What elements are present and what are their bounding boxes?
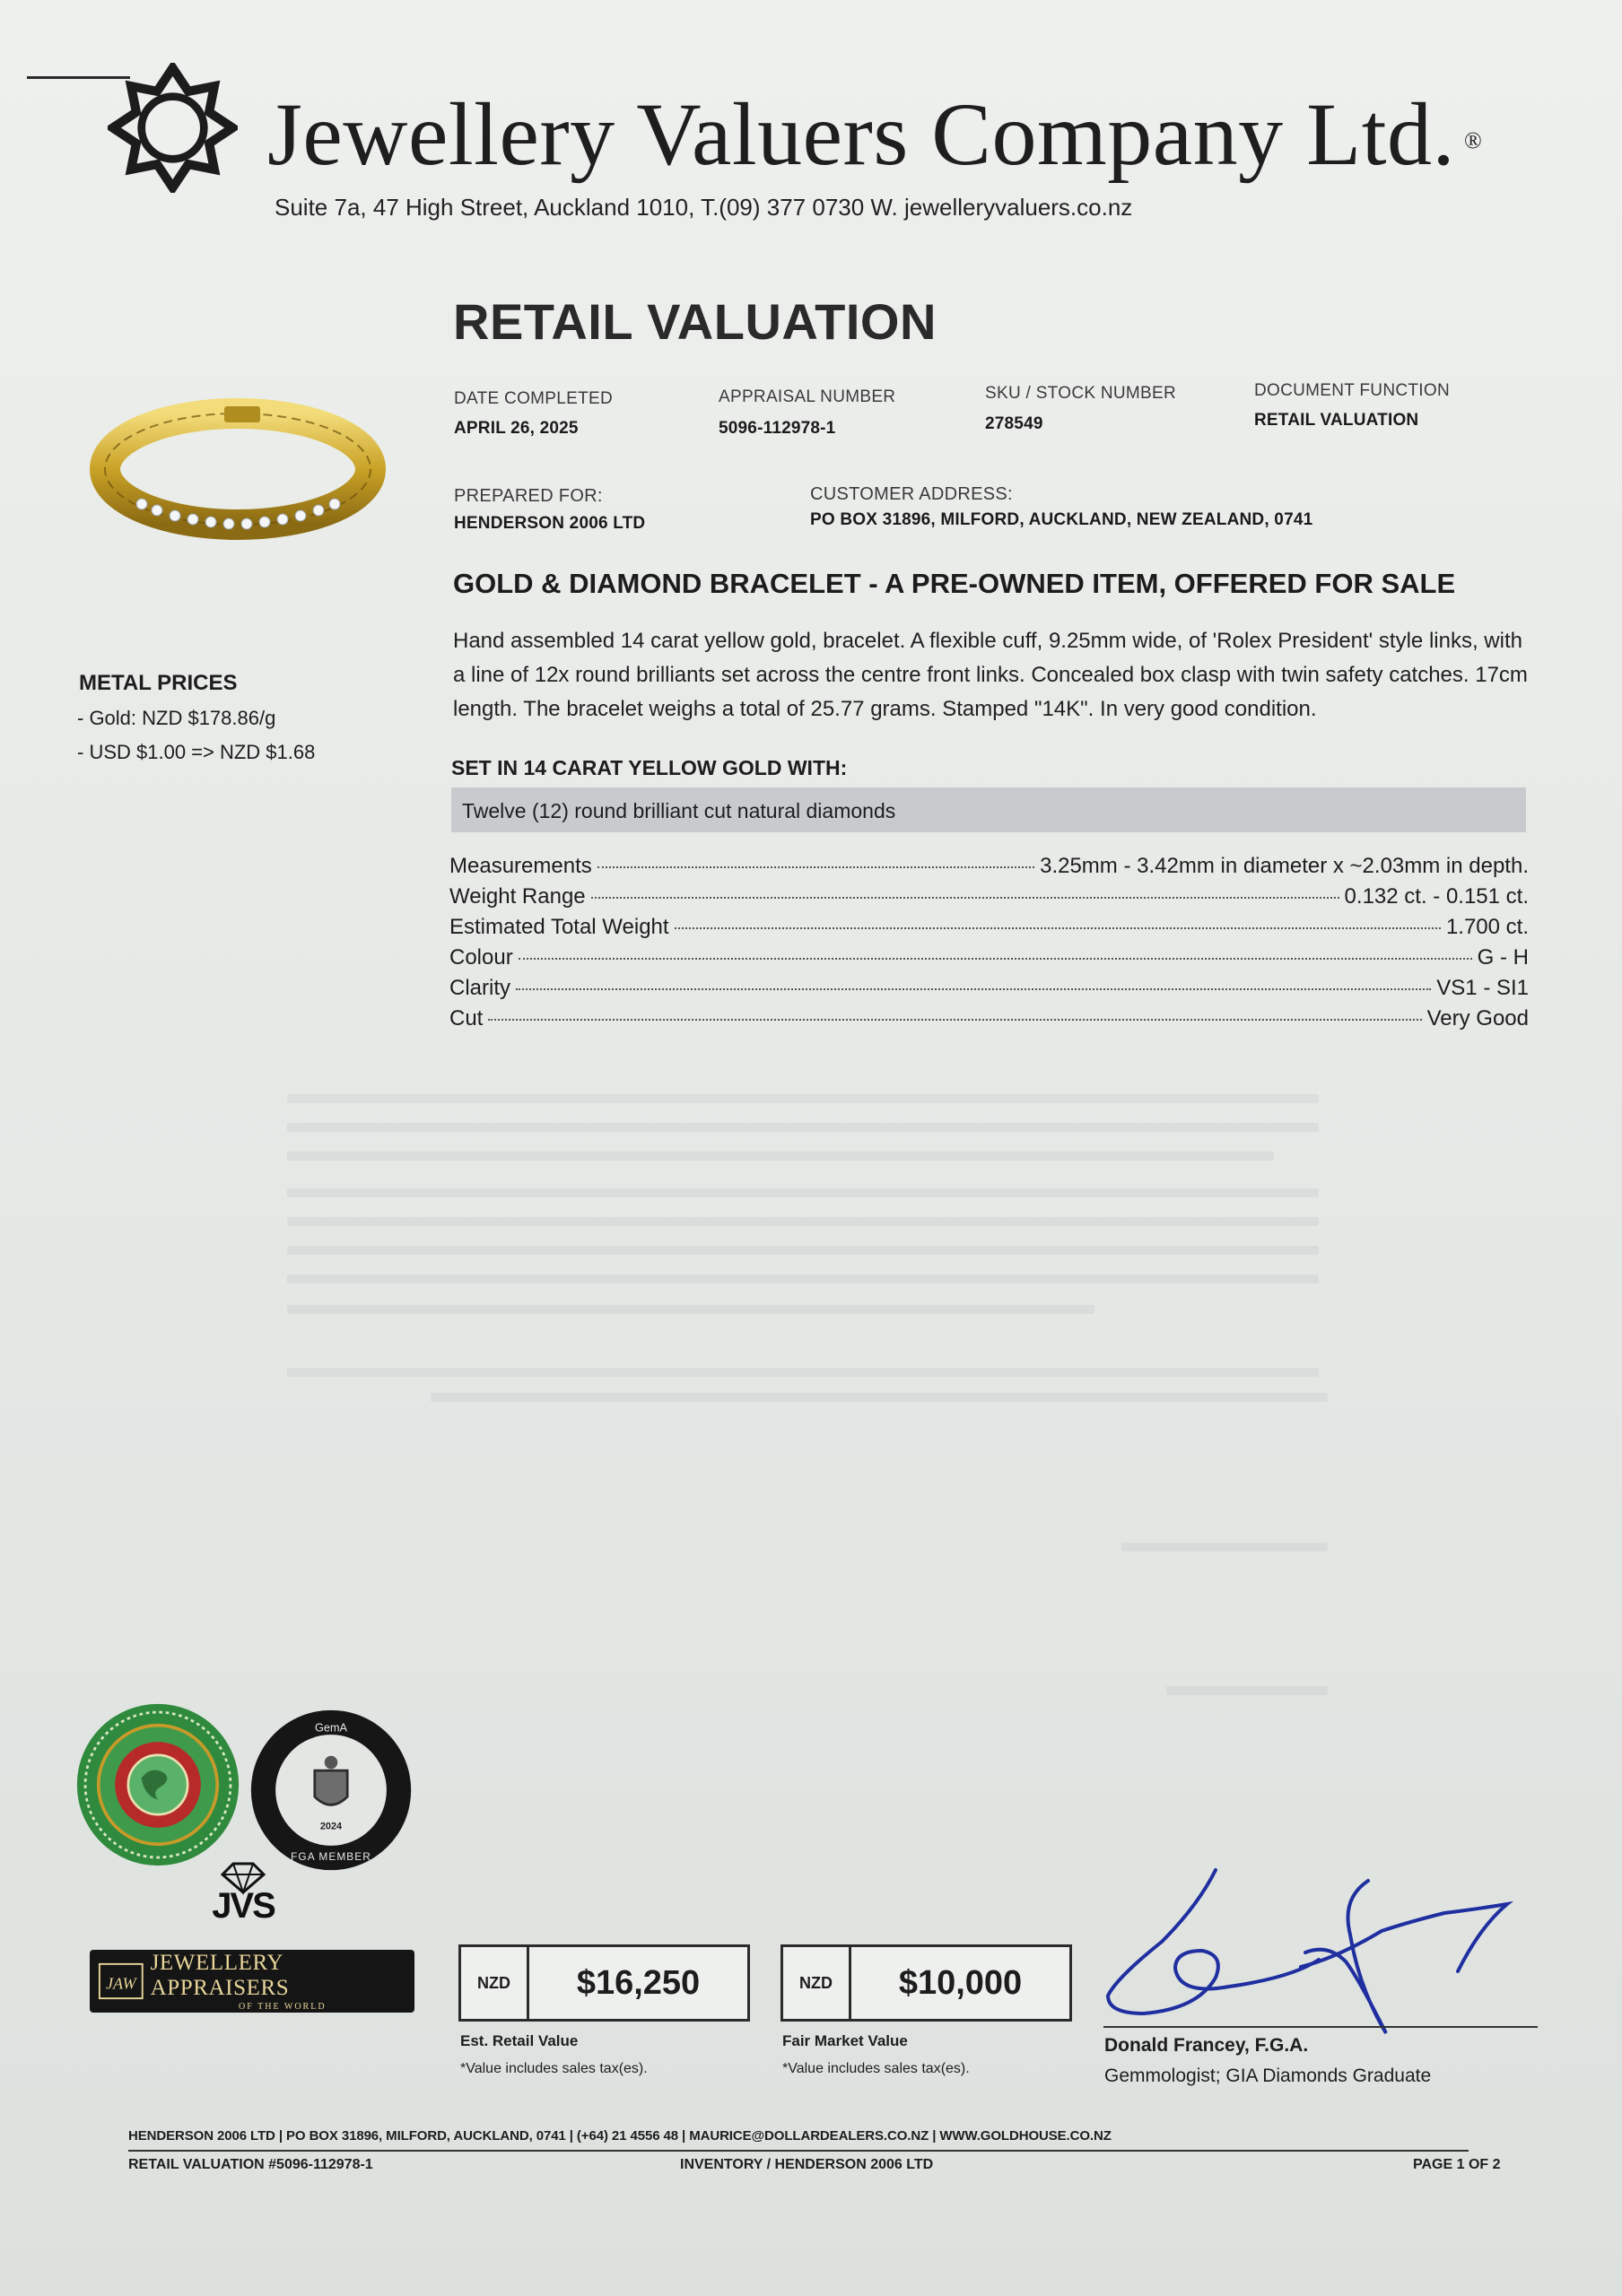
registered-mark: ®	[1463, 127, 1483, 153]
spec-clarity	[449, 976, 1529, 1004]
spec-label: Estimated Total Weight	[449, 915, 669, 939]
spec-label: Measurements	[449, 854, 592, 878]
jaw-mark-label: JAW	[105, 1974, 136, 1993]
company-address: Suite 7a, 47 High Street, Auckland 1010, T.(09) 377 0730 W. jewelleryvaluers.co.nz	[275, 194, 1133, 221]
document-function-value: RETAIL VALUATION	[1254, 411, 1419, 430]
appraisal-number-label: APPRAISAL NUMBER	[719, 387, 896, 406]
customer-address-label: CUSTOMER ADDRESS:	[810, 484, 1013, 504]
prepared-for-label: PREPARED FOR:	[454, 486, 603, 506]
jewellery-appraisers-badge	[90, 1950, 414, 2013]
spec-cut	[449, 1006, 1529, 1035]
retail-value-caption: Est. Retail Value	[460, 2032, 579, 2049]
spec-label: Clarity	[449, 976, 511, 1000]
signatory-name: Donald Francey, F.G.A.	[1104, 2035, 1309, 2056]
retail-value-amount: $16,250	[576, 1963, 701, 2002]
signatory-role: Gemmologist; GIA Diamonds Graduate	[1104, 2066, 1432, 2086]
jvs-logo-icon	[160, 1858, 327, 1919]
exchange-rate: - USD $1.00 => NZD $1.68	[77, 741, 316, 763]
appraisers-seal-icon	[75, 1702, 240, 1867]
spec-label: Weight Range	[449, 884, 586, 909]
jaw-main-label: JEWELLERY APPRAISERS	[150, 1951, 290, 2000]
spec-value: G - H	[1477, 945, 1529, 970]
setting-heading: SET IN 14 CARAT YELLOW GOLD WITH:	[451, 756, 848, 779]
fair-market-value-note: *Value includes sales tax(es).	[782, 2061, 970, 2076]
retail-value-note: *Value includes sales tax(es).	[460, 2061, 648, 2076]
bracelet-photo	[90, 381, 386, 552]
spec-value: 0.132 ct. - 0.151 ct.	[1344, 884, 1529, 909]
signature-line	[1103, 2026, 1538, 2028]
fair-market-value-caption: Fair Market Value	[782, 2032, 908, 2049]
sku-label: SKU / STOCK NUMBER	[985, 384, 1177, 403]
date-completed-value: APRIL 26, 2025	[454, 419, 579, 438]
spec-label: Colour	[449, 945, 513, 970]
spec-value: VS1 - SI1	[1436, 976, 1529, 1000]
spec-weight-range	[449, 884, 1529, 913]
document-function-label: DOCUMENT FUNCTION	[1254, 381, 1450, 400]
footer-inventory: INVENTORY / HENDERSON 2006 LTD	[680, 2157, 934, 2172]
handwritten-signature	[1099, 1861, 1539, 2040]
leader-dots	[488, 1019, 1421, 1021]
footer-rule	[128, 2150, 1469, 2152]
jaw-sub-label: OF THE WORLD	[239, 2002, 327, 2012]
retail-value-box	[458, 1944, 750, 2022]
jaw-monogram-icon	[97, 1956, 145, 2006]
item-description: Hand assembled 14 carat yellow gold, bracelet. A flexible cuff, 9.25mm wide, of 'Rolex President' style links, with a line of 12x round brilliants set across the centre front links. Concealed box clasp with twin safety catches. 17cm length. The bracelet weighs a total of 25.77 grams. Stamped "14K". In very good condition.	[453, 629, 1528, 721]
jvs-label: JVS	[212, 1886, 275, 1919]
leader-dots	[591, 897, 1339, 899]
leader-dots	[597, 866, 1034, 868]
fair-market-value-amount: $10,000	[898, 1963, 1023, 2002]
company-name: Jewellery Valuers Company Ltd. ®	[267, 84, 1483, 184]
gema-seal-icon	[249, 1709, 413, 1872]
spec-colour	[449, 945, 1529, 974]
fair-market-value-box	[780, 1944, 1072, 2022]
spec-label: Cut	[449, 1006, 484, 1031]
spec-value: 3.25mm - 3.42mm in diameter x ~2.03mm in depth.	[1040, 854, 1529, 878]
gold-price: - Gold: NZD $178.86/g	[77, 707, 276, 729]
currency-code: NZD	[783, 1947, 851, 2019]
leader-dots	[675, 927, 1441, 929]
gema-year-label: 2024	[319, 1821, 343, 1832]
gema-top-label: GemA	[314, 1720, 348, 1735]
spec-total-weight	[449, 915, 1529, 944]
date-completed-label: DATE COMPLETED	[454, 389, 613, 408]
leader-dots	[516, 988, 1431, 990]
star-logo-icon	[108, 63, 238, 193]
item-heading: GOLD & DIAMOND BRACELET - A PRE-OWNED ITEM, OFFERED FOR SALE	[453, 568, 1456, 599]
spec-value: Very Good	[1426, 1006, 1529, 1031]
footer-contact: HENDERSON 2006 LTD | PO BOX 31896, MILFORD, AUCKLAND, 0741 | (+64) 21 4556 48 | MAURICE@DOLLARDEALERS.CO.NZ | WWW.GOLDHOUSE.CO.NZ	[128, 2128, 1112, 2144]
spec-value: 1.700 ct.	[1445, 915, 1529, 939]
stone-summary: Twelve (12) round brilliant cut natural diamonds	[451, 787, 1526, 832]
customer-address-value: PO BOX 31896, MILFORD, AUCKLAND, NEW ZEALAND, 0741	[810, 510, 1313, 529]
document-title: RETAIL VALUATION	[453, 293, 937, 350]
gema-bottom-label: FGA MEMBER	[291, 1850, 371, 1864]
footer-reference: RETAIL VALUATION #5096-112978-1	[128, 2157, 373, 2172]
currency-code: NZD	[461, 1947, 529, 2019]
sku-value: 278549	[985, 414, 1043, 433]
leader-dots	[519, 958, 1472, 960]
metal-prices-title: METAL PRICES	[79, 671, 238, 695]
prepared-for-value: HENDERSON 2006 LTD	[454, 514, 646, 533]
page-number: PAGE 1 OF 2	[1413, 2157, 1501, 2172]
spec-measurements	[449, 854, 1529, 883]
appraisal-number-value: 5096-112978-1	[719, 419, 836, 438]
